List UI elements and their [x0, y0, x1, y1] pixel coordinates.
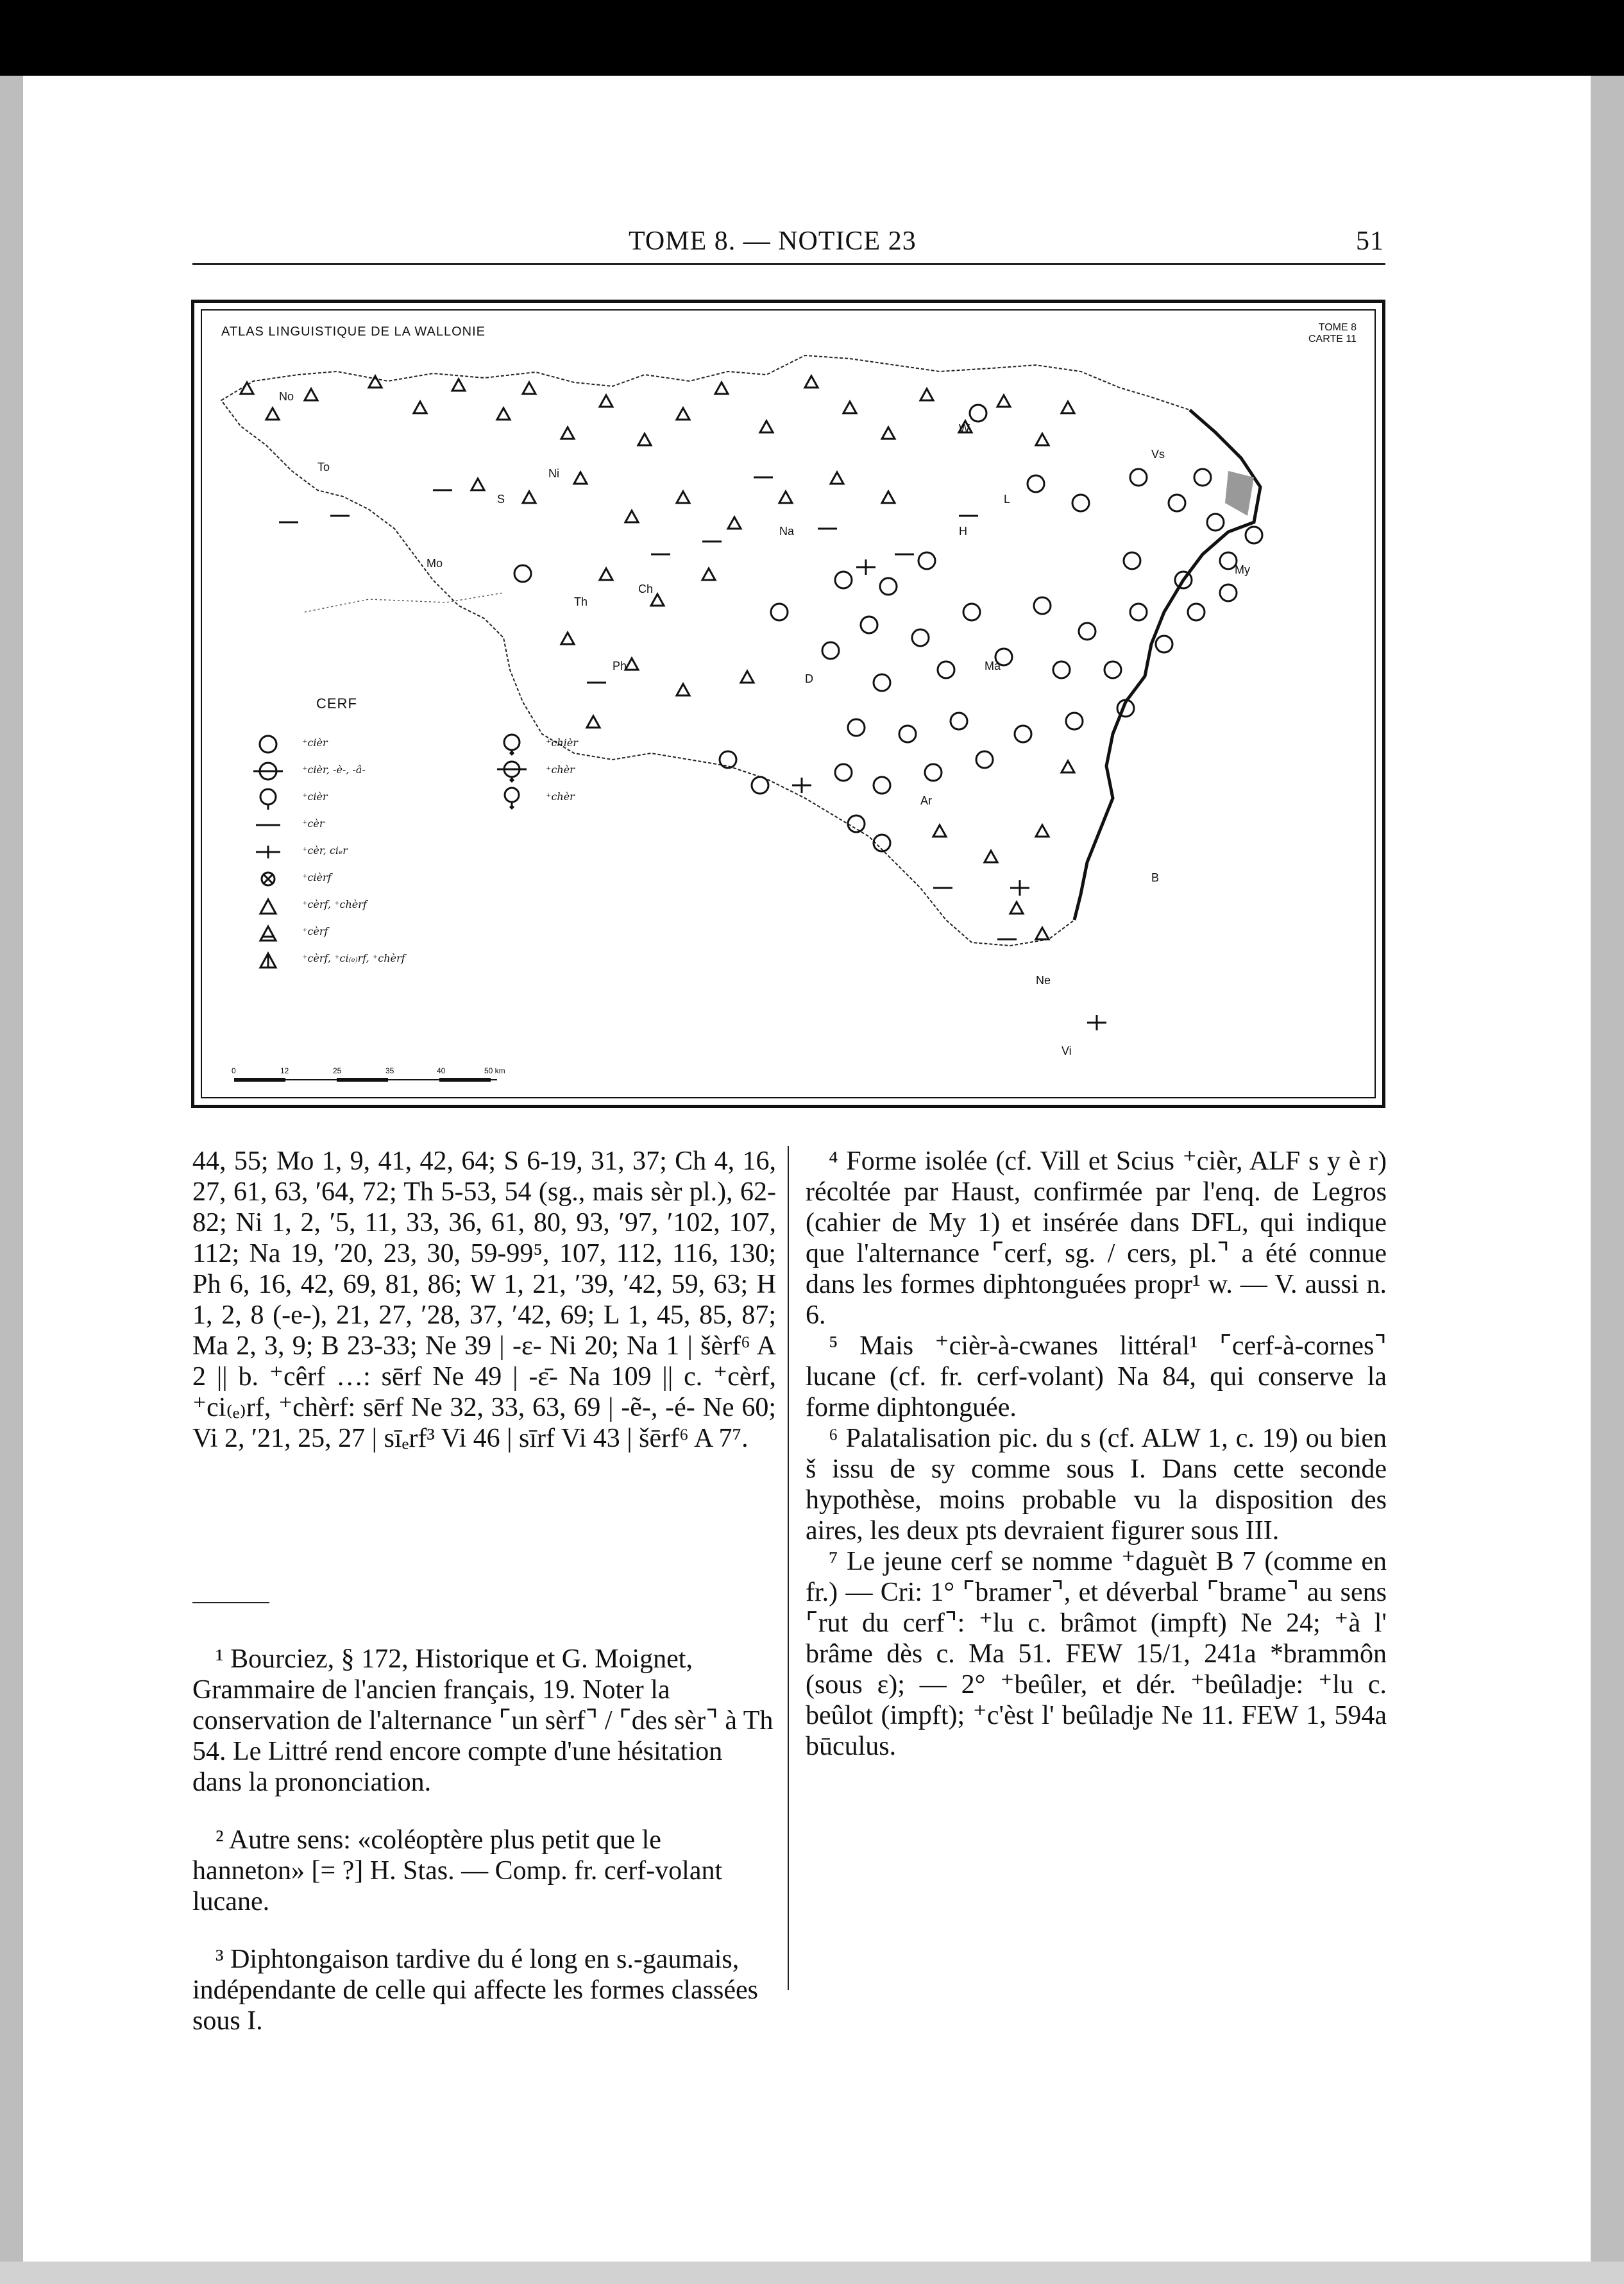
- right-column: [806, 1146, 1387, 1762]
- legend-form: ⁺chièr: [546, 737, 578, 749]
- svg-text:H: H: [959, 525, 967, 538]
- map-figure: [191, 300, 1385, 1108]
- map-drawing: [202, 311, 1378, 1101]
- legend-form: ⁺cièrf: [302, 871, 332, 883]
- legend-title: CERF: [316, 695, 357, 712]
- triangle-stroke-icon: [252, 948, 284, 971]
- circle-bar-diamond-icon: [496, 760, 528, 783]
- legend-form: ⁺cèrf: [302, 925, 328, 937]
- svg-text:Ar: Ar: [920, 794, 932, 807]
- triangle-symbols: [241, 376, 1074, 939]
- circle-tail-diamond-icon: [496, 787, 528, 810]
- scan-left-border: [0, 76, 23, 2284]
- legend-form: ⁺cièr, -è-, -â-: [302, 763, 366, 776]
- legend-form: ⁺cièr: [302, 737, 328, 749]
- scale-label: 0: [232, 1066, 236, 1075]
- scale-label: 35: [385, 1066, 394, 1075]
- svg-text:My: My: [1235, 563, 1250, 576]
- footnote-3: ³ Diphtongaison tardive du é long en s.-gaumais, indépendante de celle qui affecte les formes classées sous I.: [192, 1945, 758, 2036]
- svg-text:Vs: Vs: [1151, 448, 1165, 461]
- circle-icon: [252, 733, 284, 756]
- scan-bottom-border: [0, 2262, 1624, 2284]
- circle-symbols: [514, 405, 1262, 851]
- svg-text:B: B: [1151, 871, 1160, 884]
- cross-icon: [252, 840, 284, 864]
- scale-label: 12: [280, 1066, 289, 1075]
- left-column: [192, 1146, 776, 1454]
- footnote-7: ⁷ Le jeune cerf se nomme ⁺daguèt B 7 (comme en fr.) — Cri: 1° ⌜bramer⌝, et déverbal ⌜brame⌝ au sens ⌜rut du cerf⌝: ⁺lu c. brâmot (impft) Ne 24; ⁺à l' brâme dès c. Ma 51. FEW 15/1, 241a *brammôn (sous ε); — 2° ⁺beûler, et dér. ⁺beûladje: ⁺lu c. beûlot (impft); ⁺c'èst l' beûladje Ne 11. FEW 1, 594a būculus.: [806, 1547, 1387, 1761]
- triangle-icon: [252, 894, 284, 917]
- svg-text:W: W: [959, 422, 970, 435]
- scale-label: 25: [333, 1066, 342, 1075]
- footnote-6: ⁶ Palatalisation pic. du s (cf. ALW 1, c. 19) ou bien š issu de sy comme sous I. Dans cette seconde hypothèse, moins probable vu la disposition des aires, les deux pts devraient figurer sous III.: [806, 1424, 1387, 1546]
- east-hatching: [1225, 471, 1254, 516]
- svg-text:S: S: [497, 493, 505, 506]
- map-scale-bar: [228, 1064, 523, 1090]
- svg-text:Ch: Ch: [638, 583, 654, 595]
- running-head-title: TOME 8. — NOTICE 23: [629, 226, 917, 256]
- triangle-bar-icon: [252, 921, 284, 944]
- circle-bar-icon: [252, 760, 284, 783]
- svg-text:Na: Na: [779, 525, 795, 538]
- scan-right-border: [1591, 76, 1624, 2284]
- circle-tail-icon: [252, 787, 284, 810]
- svg-text:To: To: [317, 461, 330, 473]
- header-rule: [192, 263, 1385, 265]
- column-rule: [788, 1146, 789, 1990]
- list-of-points: 44, 55; Mo 1, 9, 41, 42, 64; S 6-19, 31, 37; Ch 4, 16, 27, 61, 63, ′64, 72; Th 5-53, 54 (sg., mais sèr pl.), 62-82; Ni 1, 2, ′5, 11, 33, 36, 61, 80, 93, ′97, ′102, 107, 112; Na 19, ′20, 23, 30, 59-99⁵, 107, 112, 116, 130; Ph 6, 16, 42, 69, 81, 86; W 1, 21, ′39, ′42, 59, 63; H 1, 2, 8 (-e-), 21, 27, ′28, 37, ′42, 69; L 1, 45, 85, 87; Ma 2, 3, 9; B 23-33; Ne 39 | -ɛ- Ni 20; Na 1 | šèrf⁶ A 2 || b. ⁺cêrf …: sērf Ne 49 | -ɛ̄- Na 109 || c. ⁺cèrf, ⁺ci₍ₑ₎rf, ⁺chèrf: sērf Ne 32, 33, 63, 69 | -ẽ-, -é- Ne 60; Vi 2, ′21, 25, 27 | sīₑrf³ Vi 46 | sīrf Vi 43 | šērf⁶ A 7⁷.: [192, 1146, 776, 1453]
- language-border: [305, 593, 503, 612]
- scale-label: 40: [437, 1066, 446, 1075]
- legend-form: ⁺chèr: [546, 763, 575, 776]
- svg-text:D: D: [805, 672, 813, 685]
- legend-form: ⁺cèr, ciₑr: [302, 844, 348, 856]
- footnote-5: ⁵ Mais ⁺cièr-à-cwanes littéral¹ ⌜cerf-à-cornes⌝ lucane (cf. fr. cerf-volant) Na 84, qui conserve la forme diphtonguée.: [806, 1331, 1387, 1422]
- map-inner-frame: [201, 309, 1376, 1098]
- svg-text:Ne: Ne: [1036, 974, 1051, 987]
- footnote-1: ¹ Bourciez, § 172, Historique et G. Moignet, Grammaire de l'ancien français, 19. Noter la conservation de l'alternance ⌜un sèrf⌝ / ⌜des sèr⌝ à Th 54. Le Littré rend encore compte d'une hésitation dans la prononciation.: [192, 1644, 774, 1797]
- wallonia-outline: [221, 355, 1260, 946]
- circle-diamond-icon: [496, 733, 528, 756]
- footnote-2: ² Autre sens: «coléoptère plus petit que le hanneton» [= ?] H. Stas. — Comp. fr. cerf-volant lucane.: [192, 1825, 723, 1916]
- bar-symbols: [279, 477, 1017, 939]
- legend-form: ⁺chèr: [546, 790, 575, 803]
- legend-form: ⁺cèrf, ⁺ci₍ₑ₎rf, ⁺chèrf: [302, 952, 405, 964]
- bar-icon: [252, 814, 284, 837]
- svg-text:Ph: Ph: [613, 660, 627, 672]
- svg-text:No: No: [279, 390, 294, 403]
- svg-text:L: L: [1004, 493, 1011, 506]
- map-region-labels: [279, 390, 1250, 1057]
- legend-form: ⁺cèrf, ⁺chèrf: [302, 898, 367, 910]
- map-title: ATLAS LINGUISTIQUE DE LA WALLONIE: [221, 325, 486, 339]
- svg-text:Vi: Vi: [1062, 1044, 1072, 1057]
- legend-form: ⁺cèr: [302, 817, 325, 830]
- scan-top-border: [0, 0, 1624, 76]
- footnotes: [192, 1617, 776, 2063]
- legend-form: ⁺cièr: [302, 790, 328, 803]
- footnote-4: ⁴ Forme isolée (cf. Vill et Scius ⁺cièr, ALF s y è r) récoltée par Haust, confirmée par l'enq. de Legros (cahier de My 1) et insérée dans DFL, qui indique que l'alternance ⌜cerf, sg. / cers, pl.⌝ a été connue dans les formes diphtonguées propr¹ w. — V. aussi n. 6.: [806, 1146, 1387, 1330]
- svg-text:Th: Th: [574, 595, 588, 608]
- cross-symbols: [792, 559, 1106, 1030]
- scale-label: 50 km: [484, 1066, 505, 1075]
- circle-x-icon: [252, 867, 284, 891]
- svg-text:Mo: Mo: [427, 557, 443, 570]
- svg-text:Ni: Ni: [548, 467, 559, 480]
- page-number: 51: [1356, 226, 1384, 256]
- svg-text:Ma: Ma: [985, 660, 1001, 672]
- map-ref-carte: CARTE 11: [1308, 334, 1357, 345]
- map-ref-tome: TOME 8: [1318, 322, 1357, 333]
- footnote-rule: [192, 1602, 269, 1603]
